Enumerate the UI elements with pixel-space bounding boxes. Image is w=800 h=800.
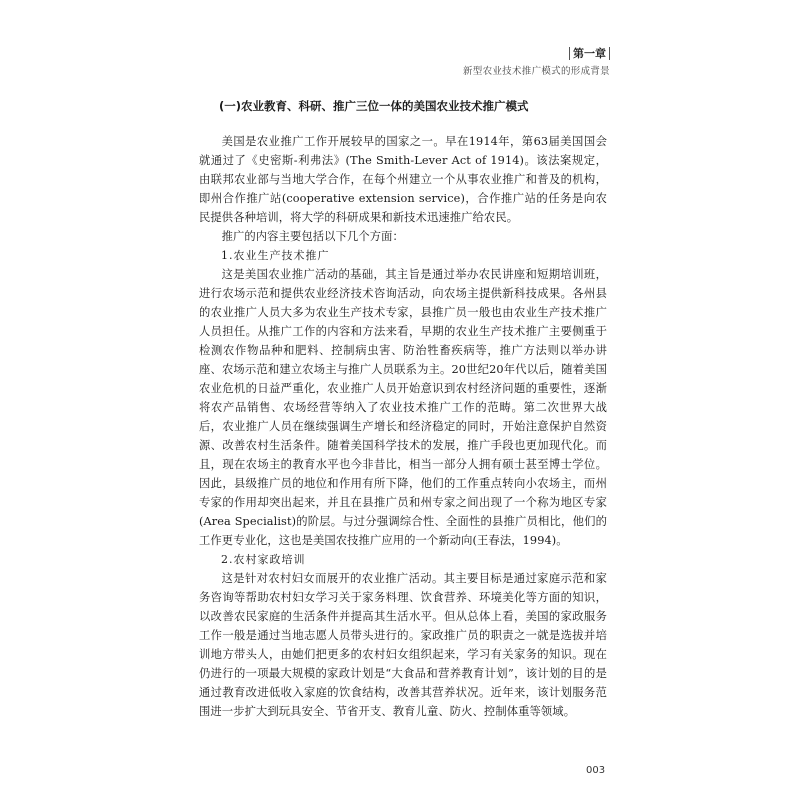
intro-paragraph: 美国是农业推广工作开展较早的国家之一。早在1914年，第63届美国国会就通过了《史密斯-利弗法》(The Smith-Lever Act of 1914)。该法案规定，由联邦农业部与当地大学合作，在每个州建立一个从事农业推广和普及的机构，即州合作推广站(cooperative extension service)，合作推广站的任务是向农民提供各种培训，将大学的科研成果和新技术迅速推广给农民。 — [199, 135, 607, 224]
chapter-label: 第一章 — [569, 47, 610, 60]
page-body — [199, 98, 607, 721]
chapter-subtitle: 新型农业技术推广模式的形成背景 — [462, 66, 610, 77]
section-heading: (一)农业教育、科研、推广三位一体的美国农业技术推广模式 — [219, 99, 529, 113]
subsection-paragraph-1: 这是美国农业推广活动的基础，其主旨是通过举办农民讲座和短期培训班，进行农场示范和提供农业经济技术咨询活动，向农场主提供新科技成果。各州县的农业推广人员大多为农业生产技术专家，县推广员一般也由农业生产技术推广人员担任。从推广工作的内容和方法来看，早期的农业生产技术推广主要侧重于检测农作物品种和肥料、控制病虫害、防治牲畜疾病等，推广方法则以举办讲座、农场示范和建立农场主与推广人员联系为主。20世纪20年代以后，随着美国农业危机的日益严重化，农业推广人员开始意识到农村经济问题的重要性，逐渐将农产品销售、农场经营等纳入了农业技术推广工作的范畴。第二次世界大战后，农业推广人员在继续强调生产增长和经济稳定的同时，开始注意保护自然资源、改善农村生活条件。随着美国科学技术的发展，推广手段也更加现代化。而且，现在农场主的教育水平也今非昔比，相当一部分人拥有硕士甚至博士学位。因此，县级推广员的地位和作用有所下降，他们的工作重点转向小农场主，而州专家的作用却突出起来，并且在县推广员和州专家之间出现了一个称为地区专家(Area Specialist)的阶层。与过分强调综合性、全面性的县推广员相比，他们的工作更专业化，这也是美国农技推广应用的一个新动向(王春法，1994)。 — [199, 268, 607, 547]
running-header — [463, 42, 610, 77]
subsection-heading-2: 2.农村家政培训 — [221, 553, 306, 566]
page-number: 003 — [586, 765, 606, 776]
content-lead-paragraph: 推广的内容主要包括以下几个方面： — [221, 230, 404, 243]
subsection-heading-1: 1.农业生产技术推广 — [221, 249, 330, 262]
subsection-paragraph-2: 这是针对农村妇女而展开的农业推广活动。其主要目标是通过家庭示范和家务咨询等帮助农村妇女学习关于家务料理、饮食营养、环境美化等方面的知识，以改善农民家庭的生活条件并提高其生活水平。但从总体上看，美国的家政服务工作一般是通过当地志愿人员带头进行的。家政推广员的职责之一就是选拔并培训地方带头人，由她们把更多的农村妇女组织起来，学习有关家务的知识。现在仍进行的一项最大规模的家政计划是“大食品和营养教育计划”，该计划的目的是通过教育改进低收入家庭的饮食结构，改善其营养状况。近年来，该计划服务范围进一步扩大到玩具安全、节省开支、教育儿童、防火、控制体重等领域。 — [199, 572, 607, 718]
